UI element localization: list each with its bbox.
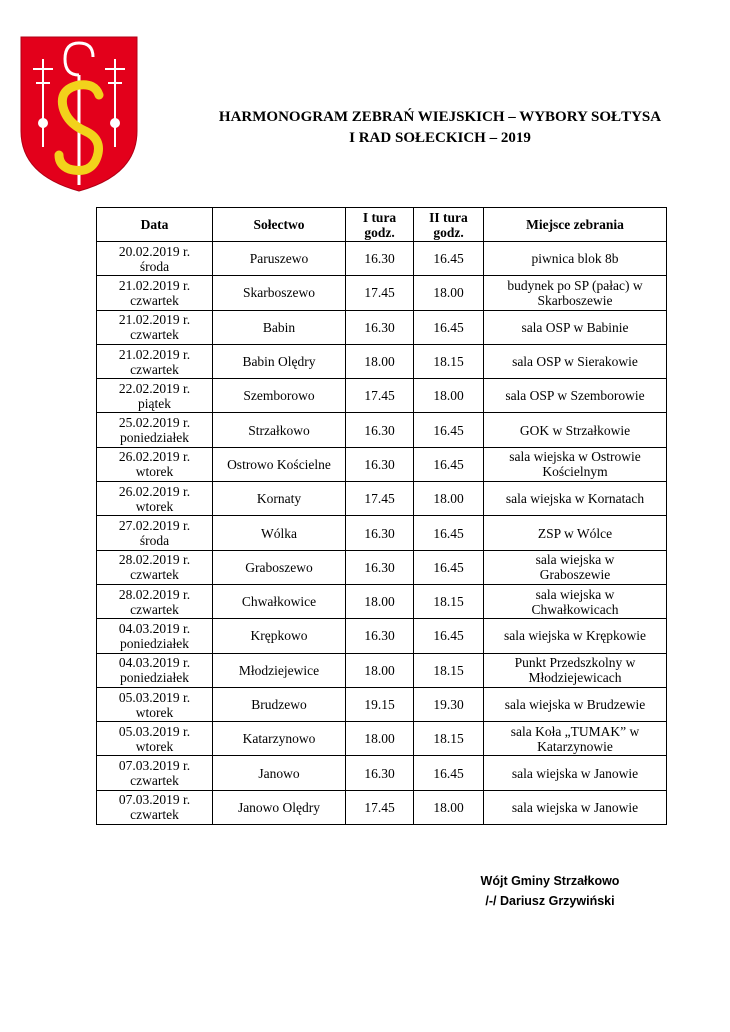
place-line1: sala wiejska w Brudzewie — [504, 697, 646, 712]
place-line1: sala wiejska w Janowie — [511, 765, 639, 781]
cell-village: Ostrowo Kościelne — [213, 447, 346, 481]
table-row — [97, 413, 667, 447]
date-text: 21.02.2019 r. — [118, 346, 191, 362]
cell-place — [484, 756, 667, 790]
document-title-line2: I RAD SOŁECKICH – 2019 — [349, 130, 531, 146]
cell-village: Wólka — [213, 516, 346, 550]
coat-of-arms-logo — [19, 35, 139, 193]
cell-place — [484, 310, 667, 344]
cell-place — [484, 276, 667, 310]
date-text: 21.02.2019 r. — [118, 312, 191, 328]
cell-round2-time: 18.15 — [414, 584, 484, 618]
cell-round1-time: 19.15 — [346, 687, 414, 721]
place-line1: sala Koła „TUMAK” w — [510, 723, 640, 739]
cell-place — [484, 379, 667, 413]
cell-date — [97, 379, 213, 413]
date-text: 05.03.2019 r. — [118, 689, 191, 705]
cell-village: Janowo — [213, 756, 346, 790]
cell-place — [484, 619, 667, 653]
weekday-text: wtorek — [135, 704, 174, 720]
cell-village: Chwałkowice — [213, 584, 346, 618]
cell-round2-time: 18.15 — [414, 653, 484, 687]
cell-date — [97, 310, 213, 344]
cell-place — [484, 413, 667, 447]
weekday-text: czwartek — [130, 567, 179, 583]
cell-village: Krępkowo — [213, 619, 346, 653]
date-text: 04.03.2019 r. — [118, 620, 191, 636]
cell-round1-time: 17.45 — [346, 276, 414, 310]
place-line2: Chwałkowicach — [531, 601, 619, 617]
cell-place — [484, 550, 667, 584]
place-line1: sala wiejska w Ostrowie — [509, 449, 641, 465]
cell-date — [97, 790, 213, 824]
table-row — [97, 653, 667, 687]
weekday-text: czwartek — [130, 292, 179, 308]
date-text: 28.02.2019 r. — [118, 586, 191, 602]
cell-round2-time: 18.00 — [414, 790, 484, 824]
table-row — [97, 310, 667, 344]
cell-round2-time: 16.45 — [414, 447, 484, 481]
cell-date — [97, 516, 213, 550]
cell-round1-time: 18.00 — [346, 653, 414, 687]
cell-date — [97, 242, 213, 276]
table-row — [97, 447, 667, 481]
table-row — [97, 516, 667, 550]
header-round2 — [414, 208, 484, 242]
cell-round1-time: 16.30 — [346, 516, 414, 550]
cell-date — [97, 447, 213, 481]
cell-date — [97, 619, 213, 653]
weekday-text: czwartek — [130, 361, 179, 377]
cell-round2-time: 16.45 — [414, 619, 484, 653]
cell-date — [97, 687, 213, 721]
cell-round1-time: 16.30 — [346, 447, 414, 481]
cell-date — [97, 756, 213, 790]
place-line1: GOK w Strzałkowie — [519, 422, 631, 438]
table-row — [97, 550, 667, 584]
weekday-text: czwartek — [130, 601, 179, 617]
cell-round1-time: 16.30 — [346, 413, 414, 447]
place-line1: sala wiejska w — [535, 552, 615, 568]
cell-village: Babin — [213, 310, 346, 344]
cell-round1-time: 16.30 — [346, 619, 414, 653]
cell-village: Strzałkowo — [213, 413, 346, 447]
place-line2: Młodziejewicach — [528, 670, 622, 686]
weekday-text: środa — [139, 258, 170, 274]
place-line1: ZSP w Wólce — [537, 525, 613, 541]
cell-round2-time: 16.45 — [414, 242, 484, 276]
date-text: 26.02.2019 r. — [118, 449, 191, 465]
cell-round2-time: 18.00 — [414, 379, 484, 413]
cell-date — [97, 344, 213, 378]
cell-village: Młodziejewice — [213, 653, 346, 687]
header-round2-line1: II tura — [429, 209, 468, 225]
cell-round1-time: 17.45 — [346, 379, 414, 413]
weekday-text: poniedziałek — [120, 430, 189, 446]
header-round1 — [346, 208, 414, 242]
cell-date — [97, 722, 213, 756]
cell-place — [484, 344, 667, 378]
header-round1-line2: godz. — [364, 224, 395, 240]
document-title-line1: HARMONOGRAM ZEBRAŃ WIEJSKICH – WYBORY SOŁTYSA — [218, 109, 662, 125]
cell-village: Janowo Olędry — [213, 790, 346, 824]
signature-name: /-/ Dariusz Grzywiński — [485, 894, 615, 908]
place-line1: sala OSP w Babinie — [521, 319, 629, 335]
place-line1: Punkt Przedszkolny w — [514, 655, 636, 671]
header-place: Miejsce zebrania — [484, 208, 667, 242]
signature-title: Wójt Gminy Strzałkowo — [480, 874, 620, 888]
header-date: Data — [97, 208, 213, 242]
weekday-text: środa — [139, 533, 170, 549]
cell-round1-time: 16.30 — [346, 242, 414, 276]
cell-village: Graboszewo — [213, 550, 346, 584]
table-row — [97, 379, 667, 413]
table-row — [97, 619, 667, 653]
weekday-text: wtorek — [135, 498, 174, 514]
cell-village: Skarboszewo — [213, 276, 346, 310]
cell-date — [97, 413, 213, 447]
table-header-row — [97, 208, 667, 242]
table-row — [97, 756, 667, 790]
table-row — [97, 242, 667, 276]
cell-round2-time: 18.00 — [414, 276, 484, 310]
date-text: 22.02.2019 r. — [118, 380, 191, 396]
cell-round2-time: 19.30 — [414, 687, 484, 721]
cell-place — [484, 687, 667, 721]
cell-round1-time: 17.45 — [346, 482, 414, 516]
cell-round1-time: 18.00 — [346, 722, 414, 756]
cell-round2-time: 16.45 — [414, 756, 484, 790]
cell-place — [484, 242, 667, 276]
place-line1: sala wiejska w Krępkowie — [503, 628, 647, 644]
cell-round2-time: 18.15 — [414, 344, 484, 378]
table-row — [97, 790, 667, 824]
cell-round1-time: 18.00 — [346, 584, 414, 618]
cell-round2-time: 18.00 — [414, 482, 484, 516]
table-row — [97, 584, 667, 618]
weekday-text: czwartek — [130, 327, 179, 343]
weekday-text: wtorek — [135, 738, 174, 754]
place-line2: Skarboszewie — [537, 292, 613, 308]
place-line1: sala OSP w Sierakowie — [512, 354, 638, 370]
cell-round1-time: 18.00 — [346, 344, 414, 378]
date-text: 05.03.2019 r. — [118, 723, 191, 739]
place-line1: piwnica blok 8b — [531, 251, 619, 267]
header-village: Sołectwo — [213, 208, 346, 242]
table-row — [97, 276, 667, 310]
place-line2: Graboszewie — [539, 567, 611, 583]
cell-place — [484, 790, 667, 824]
date-text: 20.02.2019 r. — [118, 243, 191, 259]
cell-date — [97, 653, 213, 687]
place-line1: sala wiejska w Janowie — [511, 799, 639, 815]
cell-round2-time: 16.45 — [414, 310, 484, 344]
cell-round2-time: 18.15 — [414, 722, 484, 756]
cell-village: Babin Olędry — [213, 344, 346, 378]
cell-round1-time: 16.30 — [346, 550, 414, 584]
weekday-text: piątek — [138, 395, 171, 411]
table-row — [97, 687, 667, 721]
cell-place — [484, 447, 667, 481]
cell-village: Szemborowo — [213, 379, 346, 413]
weekday-text: czwartek — [130, 807, 179, 823]
cell-round2-time: 16.45 — [414, 550, 484, 584]
cell-village: Paruszewo — [213, 242, 346, 276]
place-line1: sala wiejska w Kornatach — [505, 491, 645, 507]
cell-date — [97, 584, 213, 618]
cell-date — [97, 482, 213, 516]
cell-date — [97, 276, 213, 310]
place-line1: sala OSP w Szemborowie — [505, 388, 645, 404]
date-text: 21.02.2019 r. — [118, 277, 191, 293]
weekday-text: poniedziałek — [120, 635, 189, 651]
date-text: 26.02.2019 r. — [118, 483, 191, 499]
cell-round1-time: 16.30 — [346, 756, 414, 790]
place-line2: Katarzynowie — [537, 738, 613, 754]
date-text: 28.02.2019 r. — [118, 552, 191, 568]
header-round1-line1: I tura — [362, 209, 397, 225]
cell-round1-time: 16.30 — [346, 310, 414, 344]
cell-village: Kornaty — [213, 482, 346, 516]
cell-round1-time: 17.45 — [346, 790, 414, 824]
weekday-text: poniedziałek — [120, 670, 189, 686]
meeting-schedule-table — [96, 207, 667, 825]
weekday-text: wtorek — [135, 464, 174, 480]
cell-place — [484, 722, 667, 756]
table-row — [97, 344, 667, 378]
place-line1: budynek po SP (pałac) w — [507, 277, 643, 293]
header-round2-line2: godz. — [433, 224, 464, 240]
weekday-text: czwartek — [130, 773, 179, 789]
cell-place — [484, 653, 667, 687]
cell-village: Brudzewo — [213, 687, 346, 721]
date-text: 04.03.2019 r. — [118, 655, 191, 671]
date-text: 27.02.2019 r. — [118, 518, 191, 534]
cell-round2-time: 16.45 — [414, 516, 484, 550]
cell-place — [484, 516, 667, 550]
table-row — [97, 722, 667, 756]
cell-place — [484, 482, 667, 516]
place-line1: sala wiejska w — [535, 586, 615, 602]
date-text: 07.03.2019 r. — [118, 758, 191, 774]
cell-village: Katarzynowo — [213, 722, 346, 756]
cell-place — [484, 584, 667, 618]
table-row — [97, 482, 667, 516]
place-line2: Kościelnym — [542, 464, 608, 480]
date-text: 07.03.2019 r. — [118, 792, 191, 808]
cell-date — [97, 550, 213, 584]
cell-round2-time: 16.45 — [414, 413, 484, 447]
date-text: 25.02.2019 r. — [118, 415, 191, 431]
